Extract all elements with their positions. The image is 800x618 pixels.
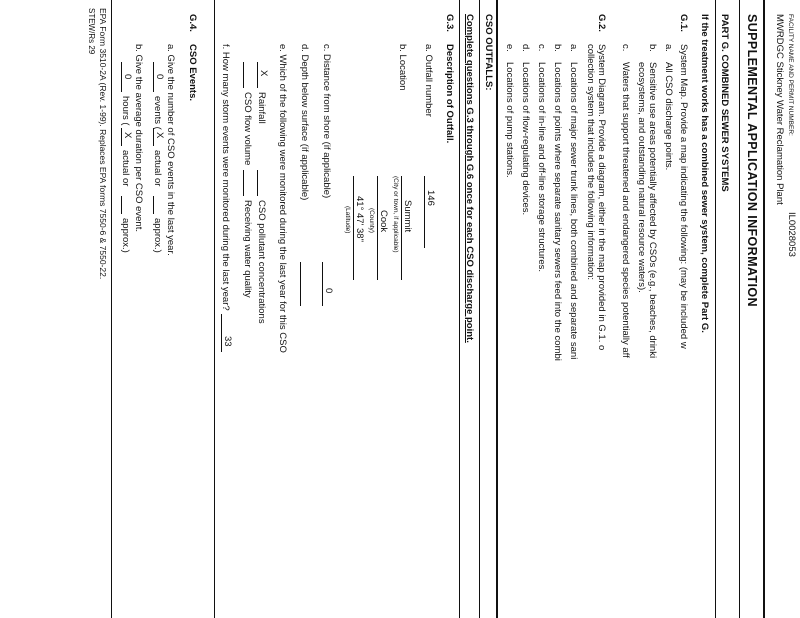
g1-number: G.1. (678, 14, 689, 32)
page-number: STEW/Rs 29 (87, 8, 96, 55)
part-rule (715, 0, 716, 618)
duration-hours: 0 (122, 74, 133, 80)
cso-flow-volume-label: CSO flow volume (242, 92, 253, 166)
cso-rule-bottom (459, 0, 460, 618)
county-value: Cook (378, 210, 389, 233)
distance-from-shore-value: 0 (323, 288, 334, 294)
duration-actual-label: actual or (120, 150, 131, 187)
header-rule (763, 0, 765, 618)
g2-number: G.2. (596, 14, 607, 32)
events-approx-label: approx.) (152, 218, 163, 253)
g1-text: System Map. Provide a map indicating the following: (may be included w (678, 44, 689, 349)
g2-item-text: Locations of pump stations. (504, 62, 515, 178)
cso-events-question: a. Give the number of CSO events in the last year. (165, 44, 176, 256)
outfall-number-label: a. Outfall number (423, 44, 434, 117)
depth-below-surface-field (300, 262, 311, 306)
city-caption: (City or town, if applicable) (392, 176, 399, 253)
events-approx-checkbox[interactable] (153, 196, 164, 214)
county-caption: (County) (368, 208, 375, 233)
distance-from-shore-field (322, 262, 333, 306)
outfall-number-field (424, 176, 435, 248)
g3-title: Description of Outfall. (444, 44, 455, 144)
distance-from-shore-label: c. Distance from shore (if applicable) (321, 44, 332, 199)
g1-item-text: All CSO discharge points. (663, 62, 674, 171)
g1-item-key: a. (663, 44, 674, 52)
g2-item-text: Locations of flow-regulating devices. (520, 62, 531, 216)
g3-rule (214, 0, 215, 618)
cso-events-count: 0 (154, 74, 165, 80)
g2-item-key: a. (568, 44, 579, 52)
duration-actual-mark: X (122, 132, 133, 139)
depth-below-surface-label: d. Depth below surface (if applicable) (299, 44, 310, 201)
rainfall-mark: X (258, 70, 269, 77)
part-heading: PART G. COMBINED SEWER SYSTEMS (719, 14, 730, 192)
monitored-question: e. Which of the following were monitored during the last year for this CSO (277, 44, 288, 353)
g2-item-text: Locations of in-line and off-line storage structures. (536, 62, 547, 272)
cso-flow-volume-checkbox[interactable] (243, 62, 254, 88)
g2-item-text: Locations of points where separate sanitary sewers feed into the combi (552, 62, 563, 361)
g2-item-key: b. (552, 44, 563, 52)
outfall-number-value: 146 (425, 190, 436, 206)
events-actual-label: actual or (152, 150, 163, 187)
g4-title: CSO Events. (187, 44, 198, 102)
form-number: EPA Form 3510-2A (Rev. 1-99). Replaces EPA forms 7550-6 & 7550-22. (98, 8, 108, 280)
facility-label: FACILITY NAME AND PERMIT NUMBER: (787, 14, 794, 136)
storm-events-question: f. How many storm events were monitored during the last year? (220, 44, 231, 311)
g2-item-key: c. (536, 44, 547, 52)
latitude-caption: (Latitude) (344, 206, 351, 234)
city-value: Summit (402, 200, 413, 233)
part-intro: If the treatment works has a combined sewer system, complete Part G. (699, 14, 710, 333)
cso-instruction: Complete questions G.3 through G.6 once for each CSO discharge point. (464, 14, 475, 343)
title-rule (739, 0, 740, 618)
footer-rule (111, 0, 112, 618)
g1-item-key: c. (620, 44, 631, 52)
page-title: SUPPLEMENTAL APPLICATION INFORMATION (745, 14, 759, 307)
cso-rule-top (496, 0, 498, 618)
cso-rule-mid (479, 0, 480, 618)
g2-text: System Diagram. Provide a diagram, either in the map provided in G.1. o (596, 44, 607, 351)
cso-pollutant-label: CSO pollutant concentrations (256, 200, 267, 324)
rainfall-label: Rainfall (256, 92, 267, 124)
g1-item-key: b. (647, 44, 658, 52)
g1-item-text: Waters that support threatened and endangered species potentially aff (620, 62, 631, 358)
g3-number: G.3. (444, 14, 455, 32)
events-actual-mark: X (154, 132, 165, 139)
g2-item-key: e. (504, 44, 515, 52)
duration-approx-checkbox[interactable] (121, 196, 132, 214)
hours-label: hours ( (120, 96, 131, 126)
cso-outfalls-heading: CSO OUTFALLS: (483, 14, 494, 91)
permit-number: IL0028053 (786, 212, 797, 257)
g2-item-text: Locations of major sewer trunk lines, both combined and separate sani (568, 62, 579, 360)
latitude-value: 41° 47' 38" (354, 196, 365, 242)
g1-item-text: Sensitive use areas potentially affected by CSOs (e.g., beaches, drinki (647, 62, 658, 359)
storm-events-value: 33 (222, 336, 233, 347)
duration-question: b. Give the average duration per CSO event. (133, 44, 144, 232)
g4-number: G.4. (187, 14, 198, 32)
g2-text-continued: collection system that includes the following information: (585, 44, 596, 281)
receiving-water-checkbox[interactable] (243, 170, 254, 196)
cso-pollutant-checkbox[interactable] (257, 170, 268, 196)
receiving-water-label: Receiving water quality (242, 200, 253, 298)
events-label: events ( (152, 96, 163, 130)
location-label: b. Location (397, 44, 408, 91)
bottom-margin (0, 0, 50, 618)
duration-approx-label: approx.) (120, 218, 131, 253)
g2-item-key: d. (520, 44, 531, 52)
facility-name: MWRDGC Stickney Water Reclamation Plant (774, 14, 785, 205)
g1-item-text: ecosystems, and outstanding natural resource waters). (636, 62, 647, 293)
